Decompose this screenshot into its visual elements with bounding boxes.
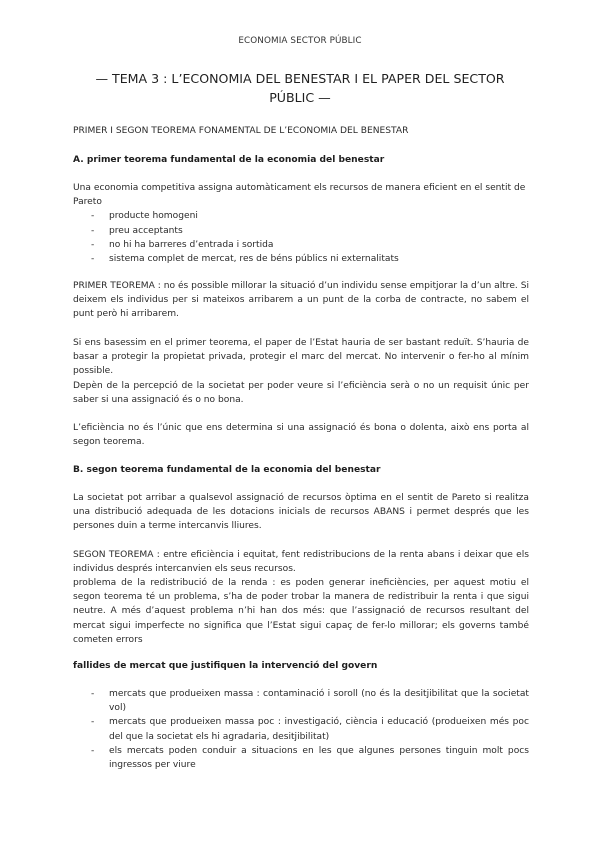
list-item: - preu acceptants <box>73 224 529 238</box>
second-theorem-paragraph: SEGON TEOREMA : entre eficiència i equitat, fent redistribucions de la renta abans i deixar que els individus després intercanvien els seus recursos. <box>73 550 529 575</box>
section-a-intro-block <box>73 181 529 266</box>
conditions-list <box>73 209 529 266</box>
section-a-intro: Una economia competitiva assigna automàticament els recursos de manera eficient en el sentit de Pareto <box>73 183 526 208</box>
section-b-intro: La societat pot arribar a qualsevol assignació de recursos òptima en el sentit de Pareto si realitza una distribució adequada de les dotacions inicials de recursos ABANS i permet després que les persones duin a terme intercanvis lliures. <box>73 493 529 532</box>
running-header: ECONOMIA SECTOR PÚBLIC <box>238 36 362 46</box>
section-b-heading: B. segon teorema fundamental de la economia del benestar <box>73 465 381 475</box>
state-role-paragraph: Si ens basessim en el primer teorema, el paper de l’Estat hauria de ser bastant reduït. S’hauria de basar a protegir la propietat privada, protegir el marc del mercat. No intervenir o fer-ho al mínim possible. <box>73 338 529 377</box>
efficiency-paragraph: L’eficiència no és l’únic que ens determina si una assignació és bona o dolenta, això ens porta al segon teorema. <box>73 423 529 448</box>
first-theorem-paragraph: PRIMER TEOREMA : no és possible millorar la situació d’un individu sense empitjorar la d’un altre. Si deixem els individus per si mateixos arribarem a un punt de la corba de contracte, no sabem el punt però hi arribarem. <box>73 281 529 320</box>
list-item: - no hi ha barreres d’entrada i sortida <box>73 238 529 252</box>
redistribution-problem-paragraph: problema de la redistribució de la renda : es poden generar ineficiències, per aquest motiu el segon teorema té un problema, s’ha de poder trobar la manera de redistribuir la renta i que sigui neutre. A més d’aquest problema n’hi han dos més: que l’assignació de recursos resultant del mercat sigui imperfecte no significa que l’Estat sigui capaç de fer-lo millorar; els governs també cometen errors <box>73 578 529 645</box>
list-item: - sistema complet de mercat, res de béns públics ni externalitats <box>73 252 529 266</box>
market-failures-list <box>73 687 529 772</box>
document-title: — TEMA 3 : L’ECONOMIA DEL BENESTAR I EL PAPER DEL SECTOR PÚBLIC — <box>95 71 505 105</box>
perception-paragraph: Depèn de la percepció de la societat per poder veure si l’eficiència serà o no un requisit únic per saber si una assignació és o no bona. <box>73 381 529 406</box>
section-a-heading: A. primer teorema fundamental de la economia del benestar <box>73 155 385 165</box>
list-item: - producte homogeni <box>73 209 529 223</box>
market-failures-block <box>73 687 529 772</box>
list-item: - els mercats poden conduir a situacions en les que algunes persones tinguin molt pocs ingressos per viure <box>73 744 529 772</box>
list-item: - mercats que produeixen massa poc : investigació, ciència i educació (produeixen més poc del que la societat els hi agradaria, desitjibilitat) <box>73 715 529 743</box>
list-item: - mercats que produeixen massa : contaminació i soroll (no és la desitjibilitat que la societat vol) <box>73 687 529 715</box>
subtitle: PRIMER I SEGON TEOREMA FONAMENTAL DE L’ECONOMIA DEL BENESTAR <box>73 126 409 136</box>
market-failures-heading: fallides de mercat que justifiquen la intervenció del govern <box>73 661 378 671</box>
